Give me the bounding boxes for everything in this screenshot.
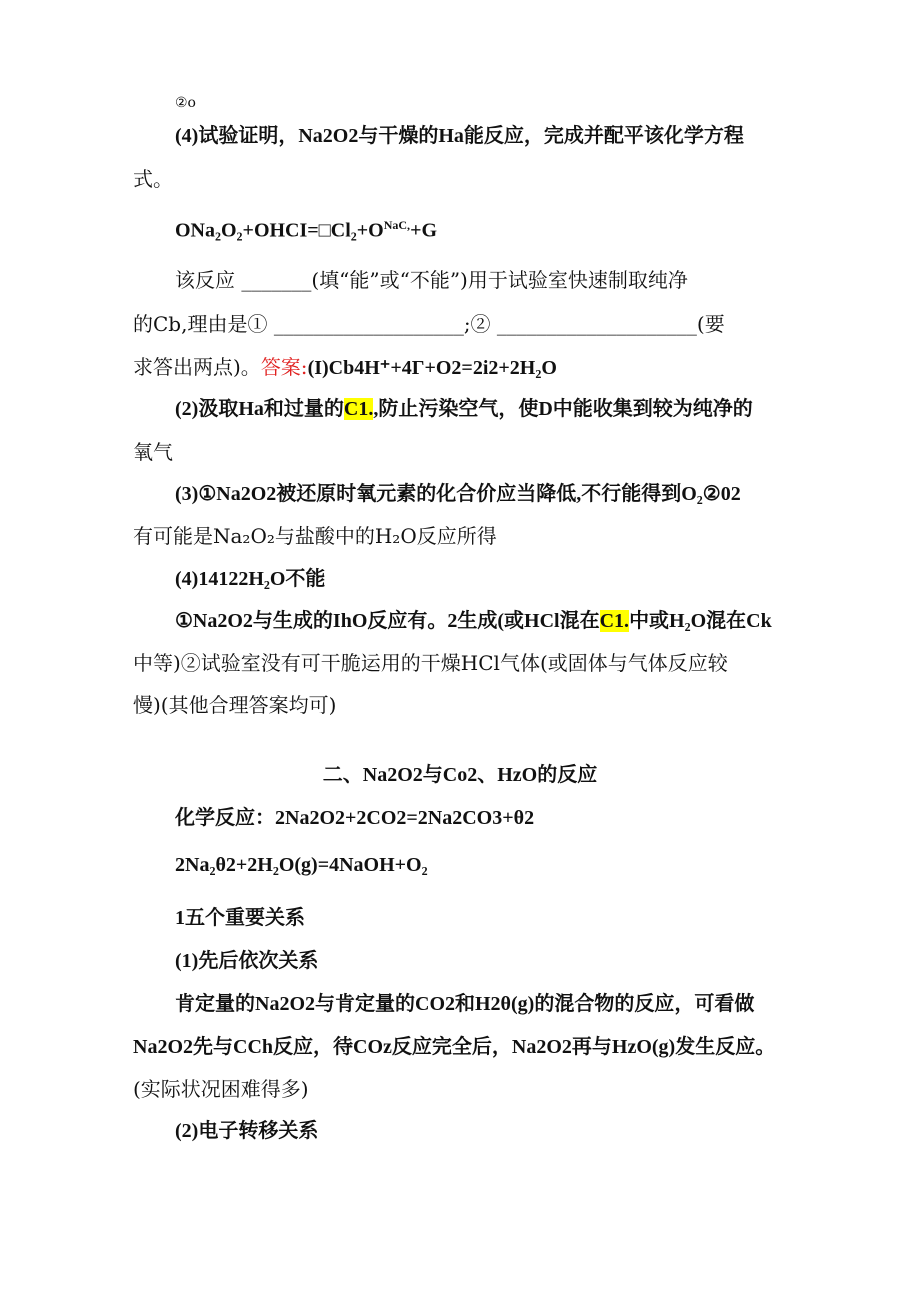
equation-line: 2Na₂θ2+2H₂O(g)=4NaOH+O₂ (175, 854, 428, 876)
text-line: 该反应 _______(填“能”或“不能”)用于试验室快速制取纯净 (175, 268, 688, 292)
text-span: (2)汲取Ha和过量的 (175, 398, 344, 420)
text-span: ,防止污染空气，使D中能收集到较为纯净的 (373, 398, 753, 420)
text-line: (3)①Na2O2被还原时氧元素的化合价应当降低,不行能得到O₂②02 (175, 483, 741, 505)
sub-heading: (2)电子转移关系 (175, 1120, 319, 1142)
text-line: 慢)(其他合理答案均可) (133, 693, 337, 717)
text-span: (I)Cb4H⁺+4Γ+O2=2i2+2H₂O (307, 357, 557, 379)
text-line: 中等)②试验室没有可干脆运用的干燥HCl气体(或固体与气体反应较 (133, 651, 728, 675)
answer-line (133, 354, 557, 381)
text-line: (4)14122H₂O不能 (175, 568, 326, 590)
answer-label: 答案: (260, 355, 308, 379)
sub-heading: 1五个重要关系 (175, 907, 305, 929)
text-line: ②o (175, 95, 196, 111)
text-line: 的Cb,理由是① ___________________;② ____________________(要 (133, 312, 725, 336)
text-line: (4)试验证明，Na2O2与干燥的Ha能反应，完成并配平该化学方程 (175, 125, 744, 147)
text-span: 中或H₂O混在Ck (629, 610, 772, 632)
text-line: 氧气 (133, 440, 173, 464)
text-line: Na2O2先与CCh反应，待COz反应完全后，Na2O2再与HzO(g)发生反应。 (133, 1036, 776, 1058)
text-span: ①Na2O2与生成的IhO反应有。2生成(或HCl混在 (175, 610, 600, 632)
text-line: 肯定量的Na2O2与肯定量的CO2和H2θ(g)的混合物的反应，可看做 (175, 993, 755, 1015)
text-line: 式。 (133, 167, 173, 191)
text-line: 有可能是Na₂O₂与盐酸中的H₂O反应所得 (133, 524, 497, 548)
equation-superscript: NaC, (383, 218, 411, 232)
text-line (175, 608, 772, 634)
equation-line (175, 212, 437, 244)
equation-text: +G (410, 219, 438, 242)
text-line: 化学反应：2Na2O2+2CO2=2Na2CO3+θ2 (175, 807, 535, 829)
equation-text: ONa₂O₂+OHCI=□Cl₂+O (175, 219, 384, 242)
sub-heading: (1)先后依次关系 (175, 950, 319, 972)
text-span: 求答出两点)。 (133, 355, 261, 379)
highlighted-text: C1. (599, 610, 630, 632)
section-heading: 二、Na2O2与Co2、HzO的反应 (322, 764, 598, 786)
text-line (175, 396, 753, 422)
highlighted-text: C1. (343, 398, 374, 420)
text-line: (实际状况困难得多) (133, 1077, 309, 1101)
